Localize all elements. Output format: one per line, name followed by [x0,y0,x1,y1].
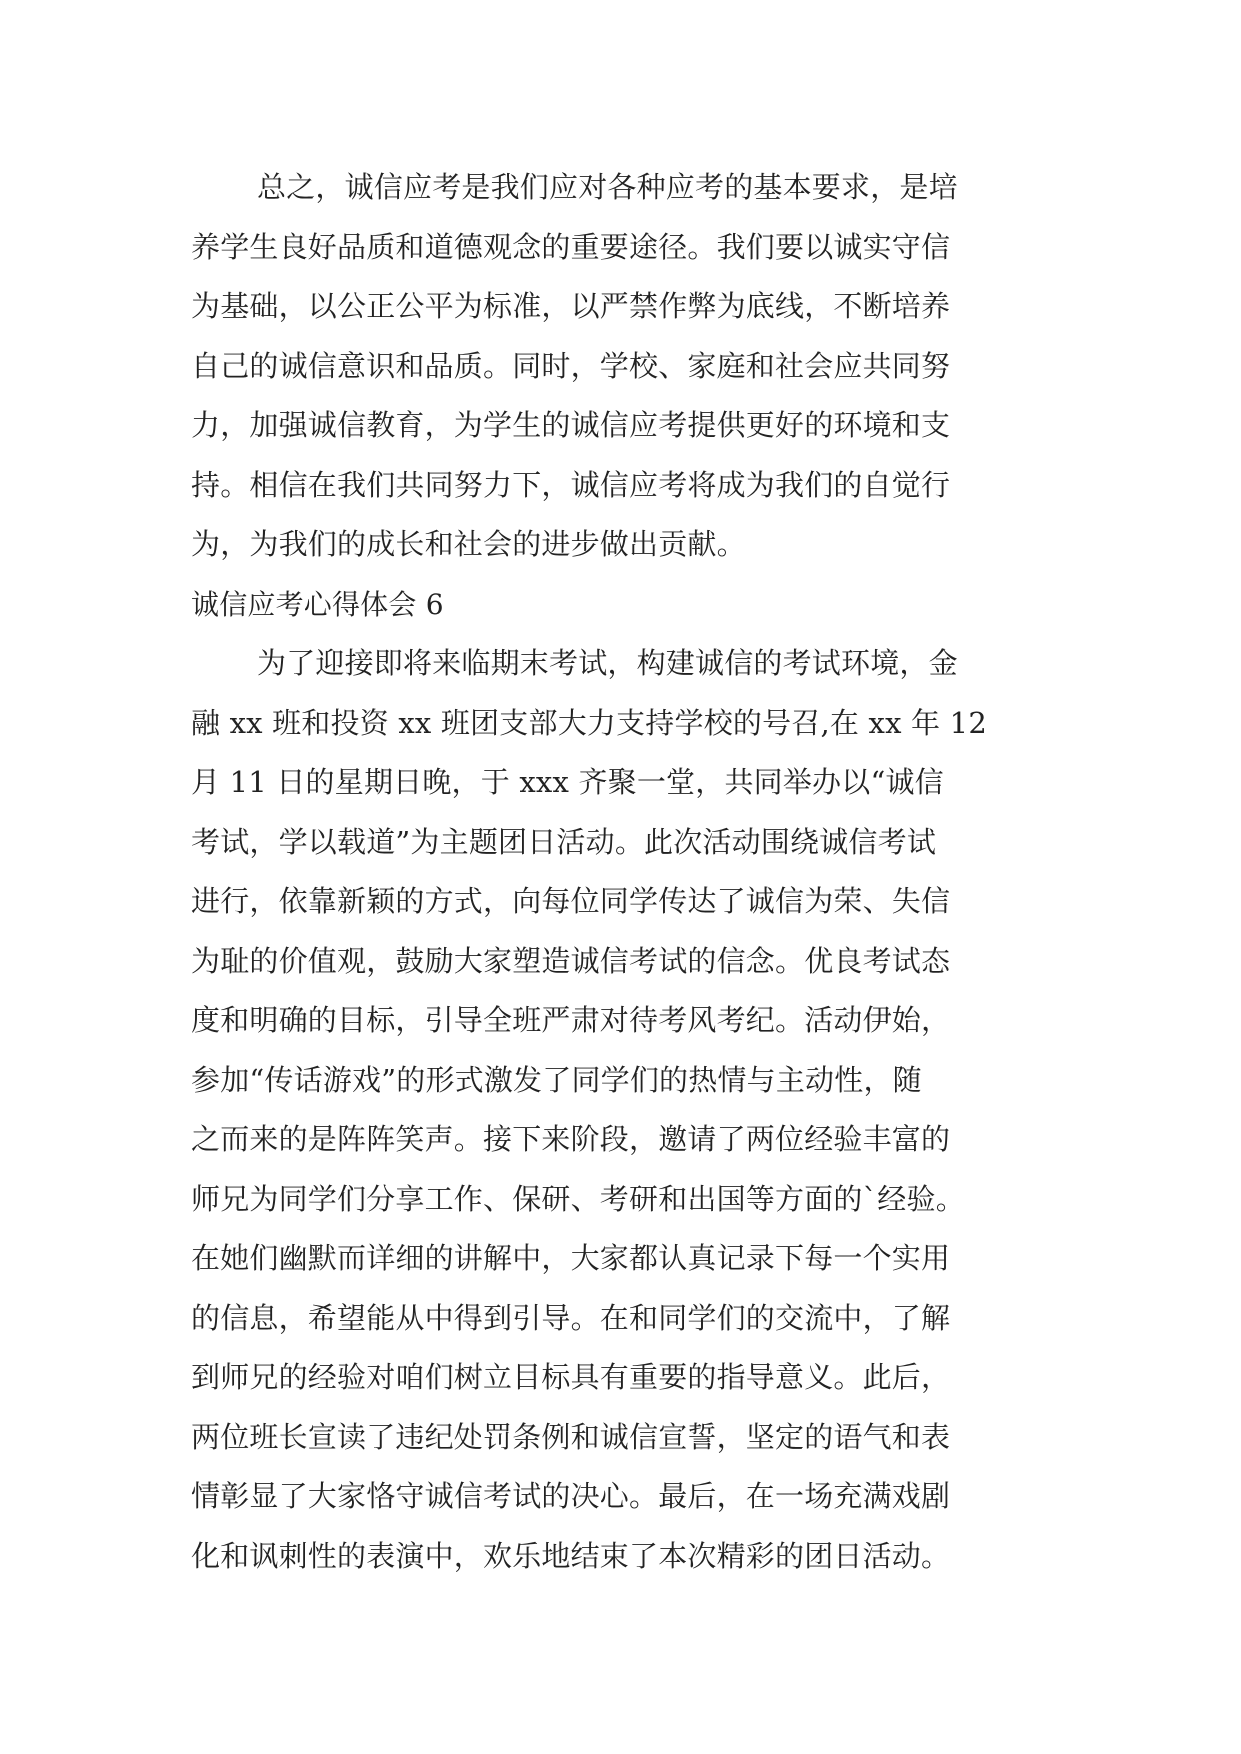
paragraph-line: 月 11 日的星期日晚，于 xxx 齐聚一堂，共同举办以“诚信 [191,765,944,799]
paragraph-activity [191,634,1071,1586]
paragraph-line: 自己的诚信意识和品质。同时，学校、家庭和社会应共同努 [191,348,951,383]
paragraph-line: 融 xx 班和投资 xx 班团支部大力支持学校的号召,在 xx 年 12 [191,705,987,740]
paragraph-line: 师兄为同学们分享工作、保研、考研和出国等方面的`经验。 [191,1181,965,1216]
paragraph-line: 为，为我们的成长和社会的进步做出贡献。 [191,527,746,561]
paragraph-line: 度和明确的目标，引导全班严肃对待考风考纪。活动伊始， [191,1003,951,1037]
paragraph-line: 考试，学以载道”为主题团日活动。此次活动围绕诚信考试 [191,824,937,859]
paragraph-line: 两位班长宣读了违纪处罚条例和诚信宣誓，坚定的语气和表 [191,1419,951,1454]
paragraph-line: 化和讽刺性的表演中，欢乐地结束了本次精彩的团日活动。 [191,1538,951,1573]
paragraph-line: 为了迎接即将来临期末考试，构建诚信的考试环境，金 [257,646,958,680]
section-heading: 诚信应考心得体会 6 [191,587,444,621]
paragraph-line: 力，加强诚信教育，为学生的诚信应考提供更好的环境和支 [191,408,951,442]
document-body [191,158,1071,1586]
paragraph-line: 持。相信在我们共同努力下，诚信应考将成为我们的自觉行 [191,467,951,502]
paragraph-line: 到师兄的经验对咱们树立目标具有重要的指导意义。此后， [191,1360,951,1394]
paragraph-conclusion [191,158,1071,575]
paragraph-line: 养学生良好品质和道德观念的重要途径。我们要以诚实守信 [191,229,951,264]
paragraph-line: 为基础，以公正公平为标准，以严禁作弊为底线，不断培养 [191,289,951,323]
paragraph-line: 情彰显了大家恪守诚信考试的决心。最后，在一场充满戏剧 [191,1479,951,1513]
paragraph-line: 进行，依靠新颖的方式，向每位同学传达了诚信为荣、失信 [191,884,951,918]
paragraph-line: 在她们幽默而详细的讲解中，大家都认真记录下每一个实用 [191,1241,951,1275]
paragraph-line: 的信息，希望能从中得到引导。在和同学们的交流中，了解 [191,1300,951,1335]
paragraph-line: 总之，诚信应考是我们应对各种应考的基本要求，是培 [257,170,958,204]
paragraph-line: 参加“传话游戏”的形式激发了同学们的热情与主动性，随 [191,1062,922,1097]
paragraph-line: 之而来的是阵阵笑声。接下来阶段，邀请了两位经验丰富的 [191,1122,951,1156]
paragraph-line: 为耻的价值观，鼓励大家塑造诚信考试的信念。优良考试态 [191,943,951,978]
